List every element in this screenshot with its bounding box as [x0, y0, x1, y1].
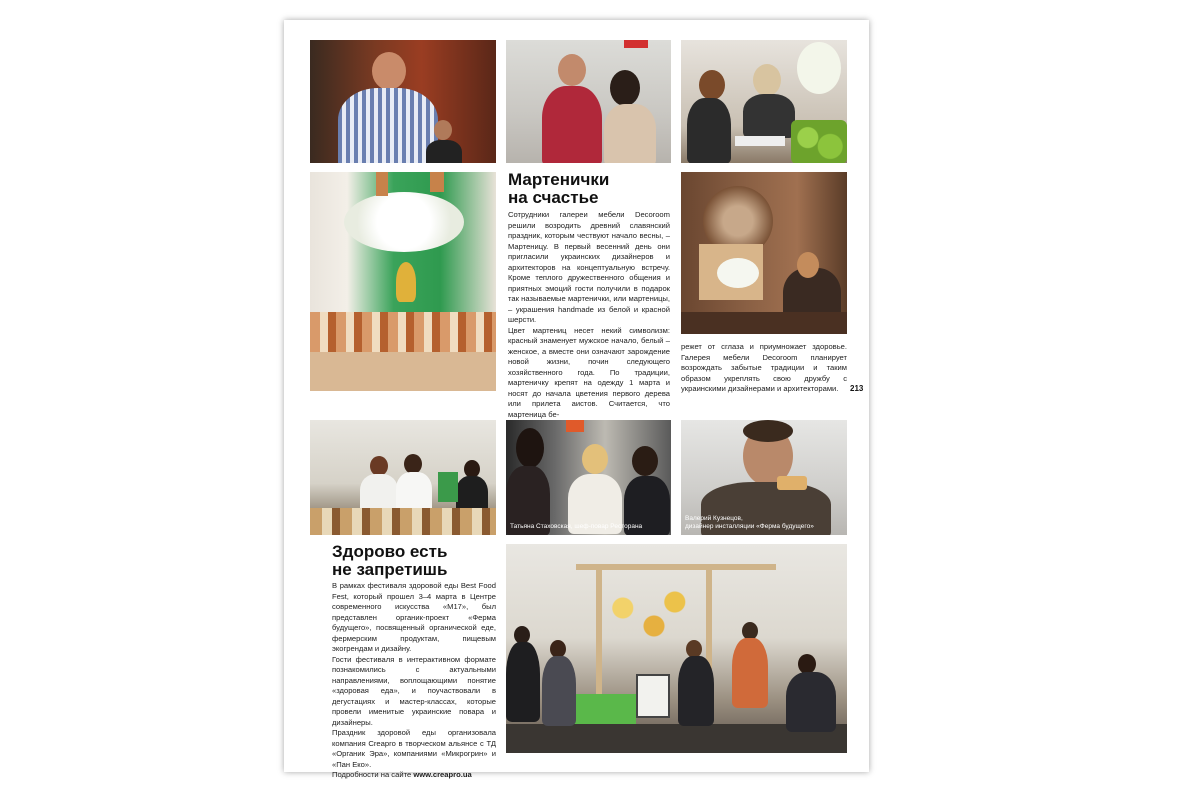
article-2-paragraph: Праздник здоровой еды организовала компания Creapro в творческом альянсе с ТД «Органик Эра», компаниями «Микрогрин» и «Пан Еко».: [332, 728, 496, 769]
photo-farm-installation: [506, 544, 847, 753]
more-prefix: Подробности на сайте: [332, 770, 414, 779]
photo-food-stall: [310, 420, 496, 535]
photo-man-eating: [681, 420, 847, 535]
photo-couple-drinks: [506, 40, 671, 163]
article-1-title-line-2: на счастье: [508, 188, 599, 207]
photo-women-table: [681, 40, 847, 163]
article-1-paragraph: Сотрудники галереи мебели Decoroom решили возродить древний славянский праздник, которым чествуют начало весны, – Мартеницу. В первый весенний день они пригласили украинских дизайнеров и архитекторов на концептуальную встречу. Кроме теплого дружественного общения и приятных эмоций гости получили в подарок так называемые мартенички, или мартеницы, – украшения handmade из белой и красной шерсти.: [508, 210, 670, 324]
website-link[interactable]: www.creapro.ua: [413, 770, 472, 779]
article-2-more: [332, 770, 496, 781]
article-1-title-line-1: Мартенички: [508, 170, 610, 189]
article-2-title-line-1: Здорово есть: [332, 542, 448, 561]
photo-interior-lounge: [681, 172, 847, 334]
article-2-paragraph: В рамках фестиваля здоровой еды Best Food Fest, который прошел 3–4 марта в Центре современного искусства «М17», был представлен органик-проект «Ферма будущего», посвященный органической еде, фермерским продуктам, пищевым экогрендам и дизайну.: [332, 581, 496, 653]
caption-tatiana: Татьяна Стаховская, шеф-повар Ресторана: [510, 523, 643, 530]
article-2-title-line-2: не запретишь: [332, 560, 448, 579]
article-2-title: [332, 543, 502, 579]
article-2-body: [332, 581, 496, 781]
caption-valeriy: Валерий Кузнецов, дизайнер инсталляции «Ферма будущего»: [685, 515, 814, 530]
article-1-body: [508, 210, 670, 420]
article-1-continuation-text: режет от сглаза и приумножает здоровье. Галерея мебели Decoroom планирует возрождать забытые традиции и таким образом укреплять свою дружбу с украинскими дизайнерами и архитекторами.: [681, 342, 847, 393]
magazine-page: [284, 20, 869, 779]
article-1-continuation: [681, 342, 847, 395]
article-1-title: [508, 171, 668, 207]
photo-man-microphone: [310, 40, 496, 163]
photo-buffet-flowers: [310, 172, 496, 391]
article-1-paragraph: Цвет мартениц несет некий символизм: красный знаменует мужское начало, белый – женское, а вместе они означают зарождение новой жизни, почин следующего хозяйственного года. По традиции, мартеничку крепят на одежду 1 марта и носят до начала цветения первого дерева или прилета аистов. Считается, что мартеница бе-: [508, 325, 670, 419]
photo-women-talking: [506, 420, 671, 535]
article-2-paragraph: Гости фестиваля в интерактивном формате познакомились с актуальными направлениями, воплощающими понятие «здоровая еда», и поучаствовали в дегустациях и мастер-классах, которые провели именитые украинские повара и дизайнеры.: [332, 654, 496, 727]
page-number: 213: [850, 384, 864, 393]
